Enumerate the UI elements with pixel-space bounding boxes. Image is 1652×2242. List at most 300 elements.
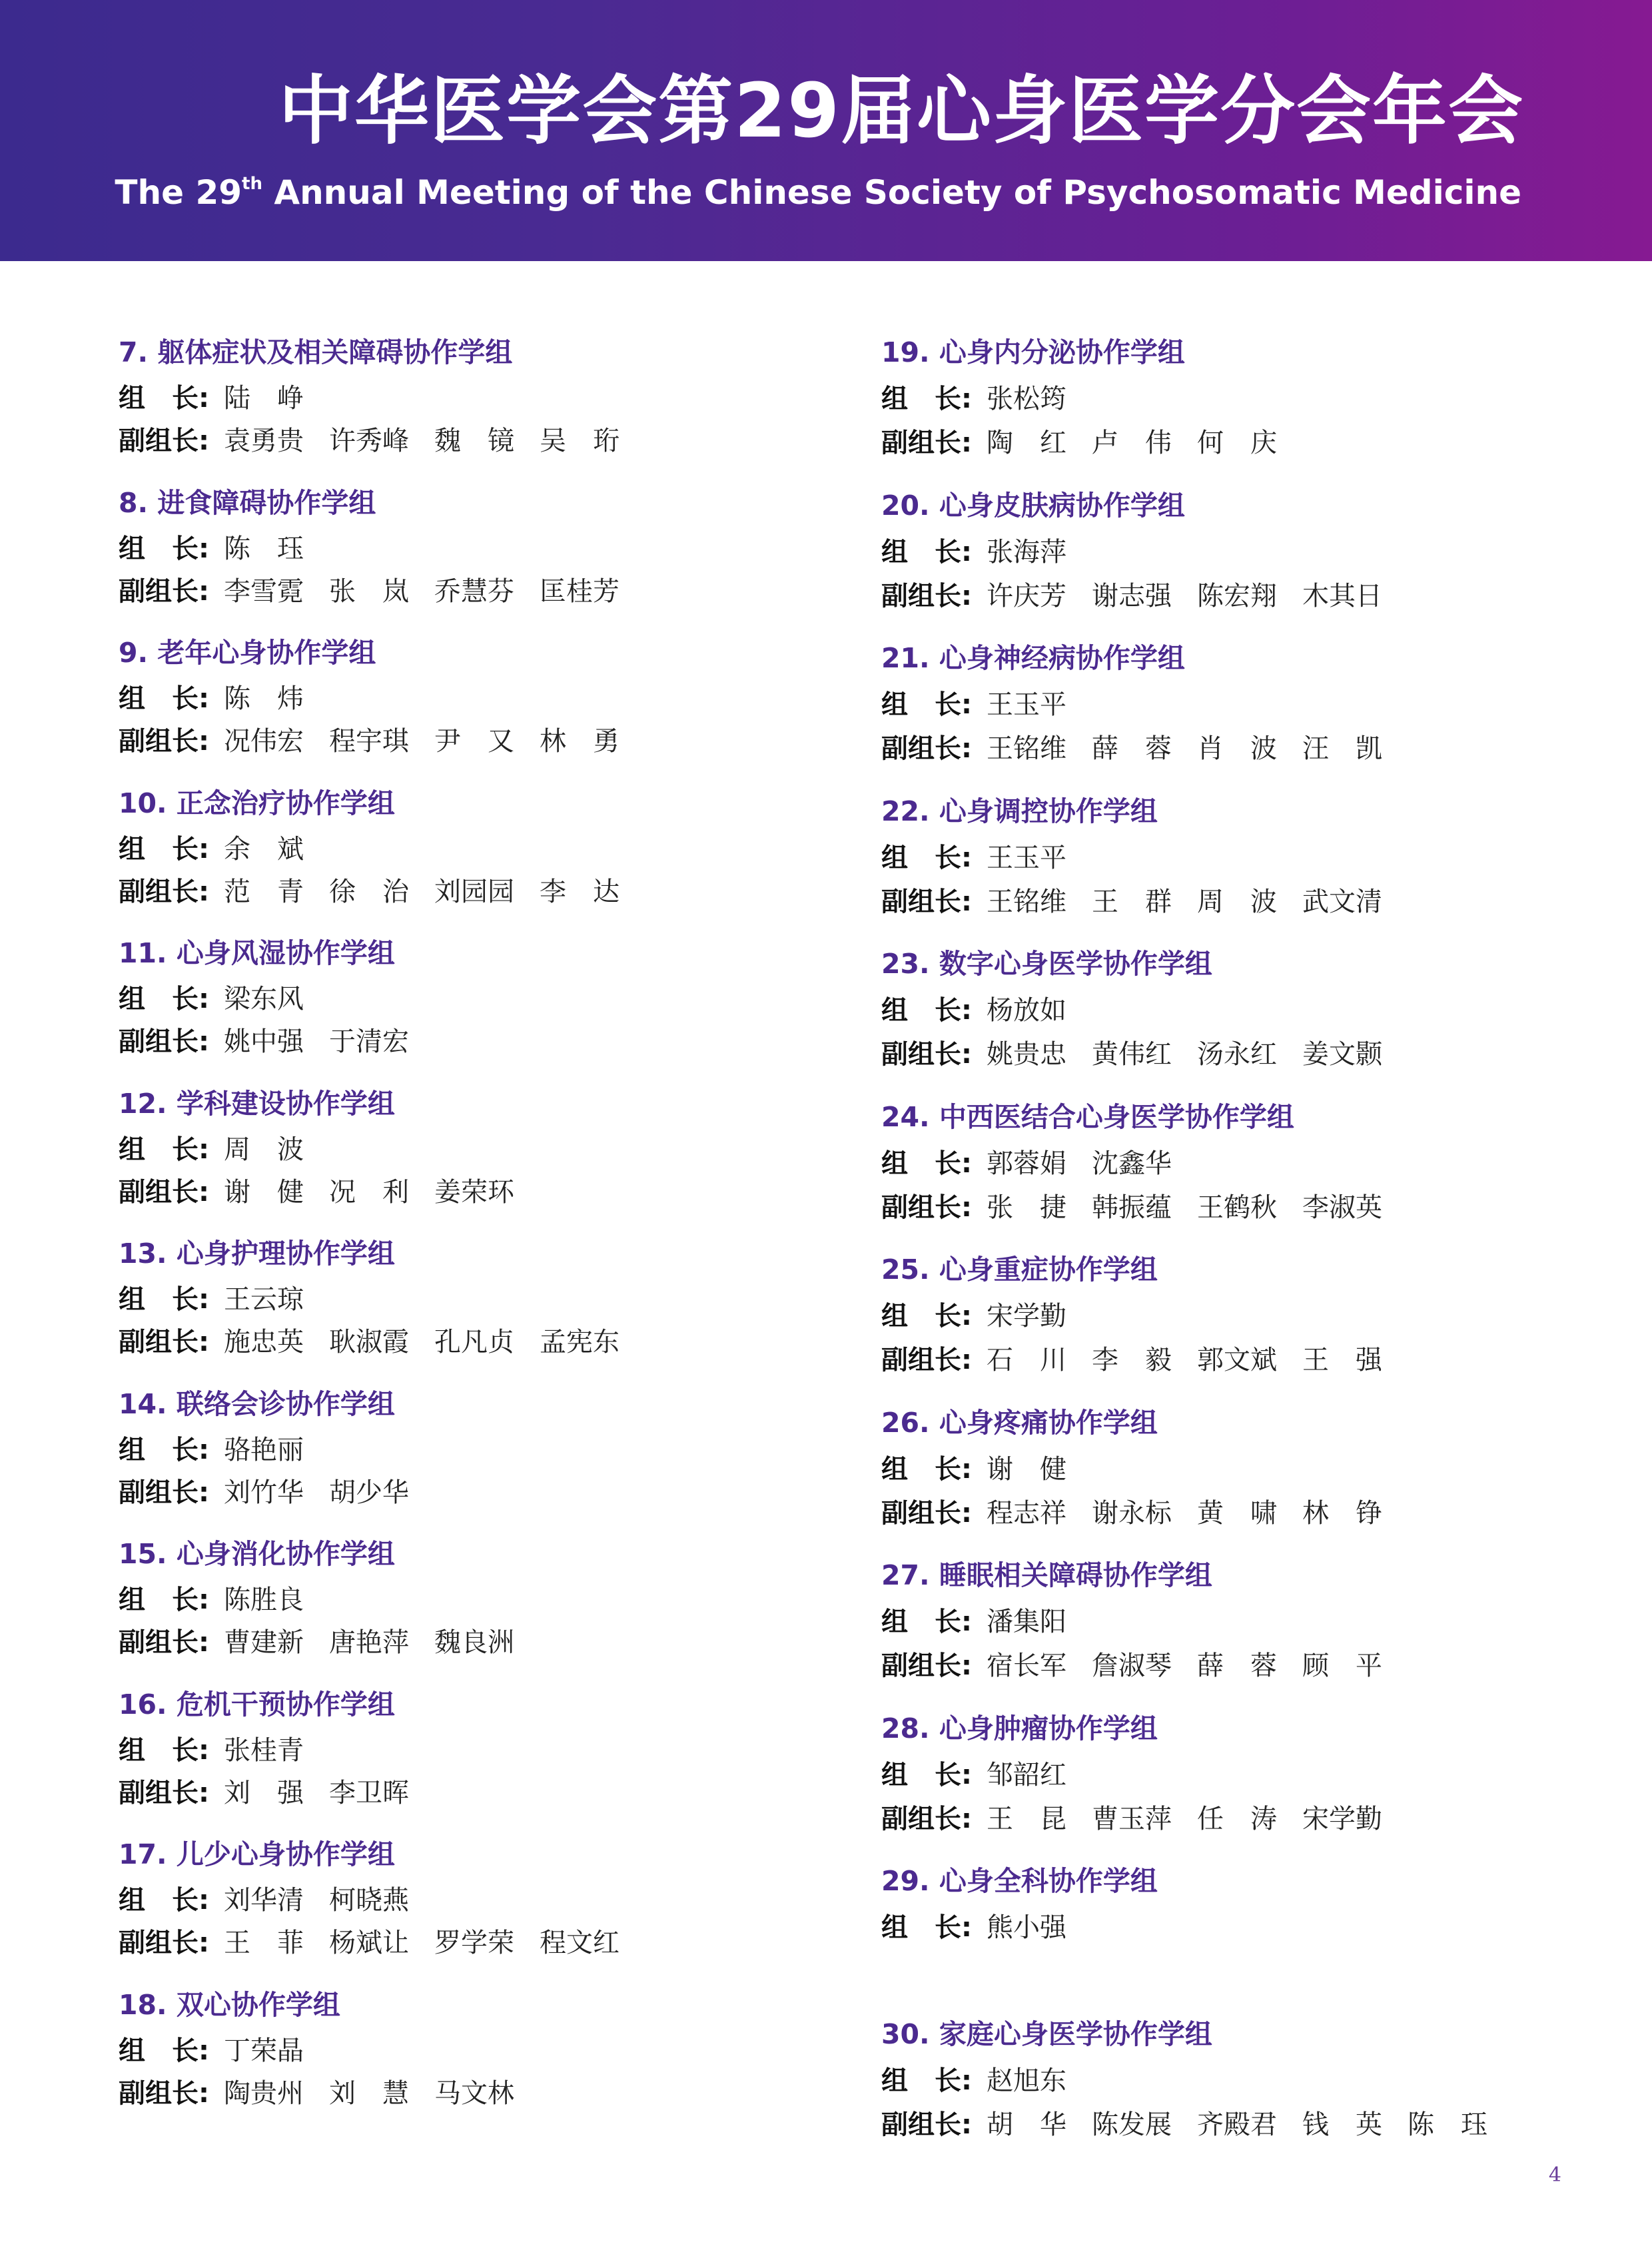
group-title: 26. 心身疼痛协作学组 [881,1406,1158,1439]
group-title: 22. 心身调控协作学组 [881,795,1158,827]
leader-name: 熊小强 [987,1912,1066,1943]
group-title: 13. 心身护理协作学组 [119,1238,395,1270]
deputy-name: 张 捷 [987,1192,1066,1223]
deputy-row [119,720,785,763]
leader-label-a: 组 [119,1134,145,1165]
work-group [881,1556,1561,1709]
leader-name: 陈 珏 [224,533,304,564]
leader-name: 丁荣晶 [224,2035,304,2066]
leader-label-b: 长: [935,2065,972,2096]
leader-label [881,988,987,1032]
group-title: 12. 学科建设协作学组 [119,1087,395,1120]
leader-label [119,528,224,570]
deputy-names [224,1772,434,1814]
work-group [881,2015,1561,2168]
left-column [119,333,785,2135]
deputy-name: 郭文斌 [1197,1345,1277,1375]
leader-name: 杨放如 [987,995,1066,1026]
deputy-label: 副组长: [119,1627,209,1658]
work-group [119,1835,785,1986]
deputy-name: 张 岚 [329,575,409,607]
deputy-name: 胡 华 [987,2109,1066,2140]
deputy-names [224,1321,645,1363]
leader-names [987,1294,1092,1338]
leader-row [119,1729,785,1772]
deputy-name: 谢 健 [224,1176,304,1208]
group-title: 20. 心身皮肤病协作学组 [881,489,1185,522]
deputy-names [987,1644,1408,1688]
leader-label-a: 组 [119,1434,145,1465]
leader-names [224,1879,434,1922]
leader-label-a: 组 [119,833,145,865]
leader-name: 王玉平 [987,842,1066,873]
work-group [119,484,785,634]
leader-label [119,978,224,1020]
deputy-name: 李 毅 [1092,1345,1172,1375]
deputy-name: 姚贵忠 [987,1039,1066,1070]
deputy-names [224,1922,645,1964]
leader-row [119,377,785,420]
deputy-name: 匡桂芳 [540,575,620,607]
leader-names [987,377,1092,421]
deputy-name: 李雪霓 [224,575,304,607]
deputy-names [987,1186,1408,1230]
deputy-name: 孔凡贞 [434,1327,514,1357]
deputy-row [881,421,1561,465]
leader-label-b: 长: [935,842,972,873]
leader-row [881,1447,1561,1491]
leader-label [881,1600,987,1644]
leader-label-b: 长: [935,384,972,414]
deputy-name: 唐艳萍 [329,1627,409,1658]
deputy-name: 程志祥 [987,1497,1066,1529]
leader-label-a: 组 [881,1301,908,1331]
deputy-name: 李卫晖 [329,1777,409,1808]
deputy-name: 于清宏 [329,1026,409,1057]
leader-names [987,1906,1092,1950]
deputy-name: 王 群 [1092,886,1172,917]
leader-label [119,377,224,420]
deputy-name: 薛 蓉 [1092,733,1172,764]
work-group [881,1250,1561,1403]
leader-row [881,836,1561,880]
work-group [119,1535,785,1685]
deputy-names [224,871,645,913]
leader-label-b: 长: [935,1301,972,1331]
deputy-name: 刘竹华 [224,1477,304,1508]
meeting-title-cn: 中华医学会第29届心身医学分会年会 [278,68,1524,155]
leader-label-b: 长: [935,1453,972,1485]
leader-row [881,1906,1561,1950]
deputy-label: 副组长: [881,580,972,611]
deputy-name: 范 青 [224,876,304,907]
group-title: 25. 心身重症协作学组 [881,1254,1158,1286]
deputy-names [987,1032,1408,1076]
leader-label-a: 组 [119,1585,145,1615]
deputy-row [881,1186,1561,1230]
deputy-name: 王铭维 [987,886,1066,917]
deputy-row [119,1020,785,1063]
leader-row [119,1128,785,1171]
meeting-title-en [115,159,1521,218]
leader-label-a: 组 [881,842,908,873]
leader-label-a: 组 [881,1912,908,1943]
deputy-row [881,1797,1561,1841]
deputy-names [224,1621,540,1664]
work-group [119,333,785,484]
work-group [881,792,1561,945]
leader-names [224,2030,329,2072]
deputy-row [119,570,785,613]
page-number: 4 [1548,2163,1561,2187]
group-title: 9. 老年心身协作学组 [119,637,376,669]
deputy-name: 钱 英 [1302,2109,1382,2140]
leader-label-a: 组 [881,384,908,414]
leader-label-a: 组 [881,2065,908,2096]
deputy-name: 黄 啸 [1197,1497,1277,1529]
leader-label [119,828,224,871]
group-title: 15. 心身消化协作学组 [119,1538,395,1570]
leader-label-a: 组 [119,383,145,414]
deputy-name: 石 川 [987,1345,1066,1375]
leader-names [987,1753,1092,1797]
leader-row [119,1429,785,1471]
leader-label [119,2030,224,2072]
deputy-name: 林 铮 [1302,1497,1382,1529]
work-group [881,1403,1561,1557]
deputy-names [987,1797,1408,1841]
deputy-name: 林 勇 [540,726,620,757]
deputy-name: 王鹤秋 [1197,1192,1277,1223]
leader-name: 陈胜良 [224,1585,304,1615]
deputy-name: 汪 凯 [1302,733,1382,764]
deputy-name: 宋学勤 [1302,1803,1382,1834]
deputy-name: 汤永红 [1197,1039,1277,1070]
leader-label-a: 组 [119,1734,145,1766]
group-title: 18. 双心协作学组 [119,1988,340,2021]
deputy-name: 乔慧芬 [434,575,514,607]
work-group [881,333,1561,486]
deputy-name: 徐 治 [329,876,409,907]
leader-names [987,530,1092,574]
deputy-names [987,880,1408,924]
deputy-label: 副组长: [881,428,972,458]
deputy-row [119,1471,785,1514]
group-title: 23. 数字心身医学协作学组 [881,948,1212,980]
deputy-name: 况伟宏 [224,726,304,757]
deputy-label: 副组长: [881,2109,972,2140]
group-title: 8. 进食障碍协作学组 [119,486,376,519]
leader-label-a: 组 [881,1607,908,1637]
deputy-row [881,880,1561,924]
deputy-label: 副组长: [119,426,209,456]
leader-label-a: 组 [881,1453,908,1485]
deputy-names [987,2103,1513,2147]
deputy-name: 何 庆 [1197,428,1277,458]
deputy-label: 副组长: [881,733,972,764]
deputy-name: 罗学荣 [434,1928,514,1958]
deputy-name: 吴 珩 [540,426,620,456]
group-title: 21. 心身神经病协作学组 [881,642,1185,674]
deputy-names [224,420,645,462]
leader-names [224,1128,329,1171]
leader-names [987,1142,1197,1186]
leader-label [881,2059,987,2103]
leader-label [881,836,987,880]
deputy-name: 李淑英 [1302,1192,1382,1223]
leader-name: 陆 峥 [224,383,304,414]
deputy-names [224,1020,434,1063]
deputy-name: 谢永标 [1092,1497,1172,1529]
group-title: 29. 心身全科协作学组 [881,1865,1158,1897]
deputy-names [987,1491,1408,1535]
work-group [881,944,1561,1098]
deputy-name: 任 涛 [1197,1803,1277,1834]
leader-row [881,1142,1561,1186]
deputy-name: 刘园园 [434,876,514,907]
leader-name: 张松筠 [987,384,1066,414]
leader-label [119,1429,224,1471]
leader-label [881,1142,987,1186]
leader-name: 宋学勤 [987,1301,1066,1331]
deputy-name: 姚中强 [224,1026,304,1057]
group-title: 16. 危机干预协作学组 [119,1688,395,1720]
deputy-name: 程宇琪 [329,726,409,757]
leader-names [224,1729,329,1772]
leader-label [119,1879,224,1922]
deputy-name: 李 达 [540,876,620,907]
deputy-name: 齐殿君 [1197,2109,1277,2140]
deputy-label: 副组长: [119,1327,209,1357]
leader-row [119,1579,785,1621]
deputy-name: 黄伟红 [1092,1039,1172,1070]
deputy-label: 副组长: [119,1477,209,1508]
leader-names [224,377,329,420]
leader-label-a: 组 [119,984,145,1014]
leader-label-b: 长: [935,1912,972,1943]
deputy-names [224,720,645,763]
work-group [119,1234,785,1385]
deputy-label: 副组长: [881,886,972,917]
leader-label-b: 长: [172,1885,209,1916]
leader-row [881,2059,1561,2103]
leader-label [119,677,224,720]
deputy-name: 陈发展 [1092,2109,1172,2140]
deputy-name: 许庆芳 [987,580,1066,611]
leader-name: 潘集阳 [987,1607,1066,1637]
leader-label-b: 长: [172,1734,209,1766]
leader-names [987,988,1092,1032]
leader-name: 郭蓉娟 [987,1148,1066,1179]
deputy-label: 副组长: [881,1497,972,1529]
leader-row [881,377,1561,421]
deputy-names [987,1338,1408,1382]
leader-label-a: 组 [119,683,145,714]
subtitle-prefix: The 29 [115,173,242,212]
deputy-name: 刘 慧 [329,2077,409,2109]
deputy-name: 陶 红 [987,428,1066,458]
deputy-name: 肖 波 [1197,733,1277,764]
leader-label [881,1753,987,1797]
deputy-row [881,574,1561,618]
work-group [881,1862,1561,2015]
leader-name: 周 波 [224,1134,304,1165]
leader-names [987,683,1092,727]
leader-label-b: 长: [172,1585,209,1615]
deputy-name: 陈宏翔 [1197,580,1277,611]
leader-label-b: 长: [172,1134,209,1165]
subtitle-ordinal-suffix: th [242,174,262,194]
leader-label [881,530,987,574]
deputy-names [224,1171,540,1214]
deputy-name: 周 波 [1197,886,1277,917]
leader-row [881,988,1561,1032]
leader-names [987,1447,1092,1491]
work-group [881,1098,1561,1251]
deputy-name: 谢志强 [1092,580,1172,611]
leader-names [224,978,329,1020]
leader-label-b: 长: [172,683,209,714]
deputy-names [224,2072,540,2115]
group-title: 7. 躯体症状及相关障碍协作学组 [119,336,513,368]
deputy-name: 姜文颢 [1302,1039,1382,1070]
leader-row [881,683,1561,727]
leader-label-b: 长: [172,2035,209,2066]
group-title: 28. 心身肿瘤协作学组 [881,1712,1158,1744]
deputy-names [987,574,1408,618]
leader-label-b: 长: [935,1759,972,1790]
deputy-name: 况 利 [329,1176,409,1208]
leader-label-a: 组 [881,995,908,1026]
leader-label-b: 长: [172,1434,209,1465]
leader-label-b: 长: [172,1284,209,1315]
leader-name: 沈鑫华 [1092,1148,1172,1179]
leader-label-a: 组 [119,533,145,564]
work-group [119,633,785,784]
deputy-name: 武文清 [1302,886,1382,917]
leader-names [224,828,329,871]
work-group [881,1709,1561,1862]
deputy-name: 程文红 [540,1928,620,1958]
deputy-name: 耿淑霞 [329,1327,409,1357]
leader-label [119,1128,224,1171]
leader-label [881,1447,987,1491]
leader-row [881,1753,1561,1797]
subtitle-rest: Annual Meeting of the Chinese Society of Psychosomatic Medicine [262,173,1521,212]
deputy-row [119,1321,785,1363]
leader-label-b: 长: [935,1148,972,1179]
work-group [119,1685,785,1836]
deputy-name: 王 昆 [987,1803,1066,1834]
leader-name: 骆艳丽 [224,1434,304,1465]
group-title: 27. 睡眠相关障碍协作学组 [881,1559,1212,1591]
leader-label-b: 长: [172,383,209,414]
deputy-name: 顾 平 [1302,1651,1382,1681]
leader-name: 邹韶红 [987,1759,1066,1790]
leader-label [881,1294,987,1338]
leader-label-a: 组 [881,1148,908,1179]
header-banner [0,0,1652,261]
deputy-label: 副组长: [119,2077,209,2109]
leader-label-b: 长: [172,533,209,564]
leader-label-a: 组 [119,2035,145,2066]
work-group [119,1084,785,1235]
leader-row [119,978,785,1020]
deputy-label: 副组长: [881,1651,972,1681]
deputy-row [119,2072,785,2115]
group-title: 19. 心身内分泌协作学组 [881,336,1185,368]
group-title: 14. 联络会诊协作学组 [119,1387,395,1420]
deputy-label: 副组长: [881,1803,972,1834]
deputy-name: 魏良洲 [434,1627,514,1658]
leader-names [224,1579,329,1621]
leader-name: 余 斌 [224,833,304,865]
deputy-names [224,570,645,613]
deputy-name: 马文林 [434,2077,514,2109]
deputy-name: 陈 珏 [1408,2109,1487,2140]
leader-names [224,1278,329,1321]
leader-row [881,1600,1561,1644]
leader-row [119,2030,785,2072]
leader-label [881,377,987,421]
right-column [881,333,1561,2167]
leader-name: 陈 炜 [224,683,304,714]
deputy-name: 曹玉萍 [1092,1803,1172,1834]
leader-label-b: 长: [172,984,209,1014]
deputy-name: 胡少华 [329,1477,409,1508]
deputy-label: 副组长: [119,1777,209,1808]
leader-row [119,528,785,570]
deputy-label: 副组长: [119,1026,209,1057]
deputy-row [119,1621,785,1664]
leader-names [987,1600,1092,1644]
deputy-row [881,1644,1561,1688]
deputy-name: 陶贵州 [224,2077,304,2109]
deputy-label: 副组长: [119,876,209,907]
deputy-name: 刘 强 [224,1777,304,1808]
deputy-names [224,1471,434,1514]
deputy-name: 杨斌让 [329,1928,409,1958]
group-title: 30. 家庭心身医学协作学组 [881,2018,1212,2050]
leader-name: 张海萍 [987,536,1066,567]
group-title: 17. 儿少心身协作学组 [119,1838,395,1870]
work-group [119,784,785,934]
deputy-label: 副组长: [119,726,209,757]
leader-name: 刘华清 [224,1885,304,1916]
leader-names [224,1429,329,1471]
leader-name: 王玉平 [987,689,1066,720]
deputy-name: 施忠英 [224,1327,304,1357]
deputy-name: 曹建新 [224,1627,304,1658]
work-group [119,1986,785,2136]
group-title: 24. 中西医结合心身医学协作学组 [881,1100,1294,1133]
leader-row [881,1294,1561,1338]
deputy-name: 姜荣环 [434,1176,514,1208]
deputy-row [119,1171,785,1214]
deputy-label: 副组长: [881,1039,972,1070]
leader-label [119,1729,224,1772]
work-group [119,934,785,1084]
leader-label-a: 组 [119,1284,145,1315]
deputy-row [881,727,1561,771]
deputy-row [119,871,785,913]
group-title: 11. 心身风湿协作学组 [119,937,395,969]
leader-names [224,528,329,570]
deputy-name: 韩振蕴 [1092,1192,1172,1223]
leader-label-a: 组 [881,689,908,720]
deputy-row [881,1491,1561,1535]
deputy-names [987,421,1302,465]
